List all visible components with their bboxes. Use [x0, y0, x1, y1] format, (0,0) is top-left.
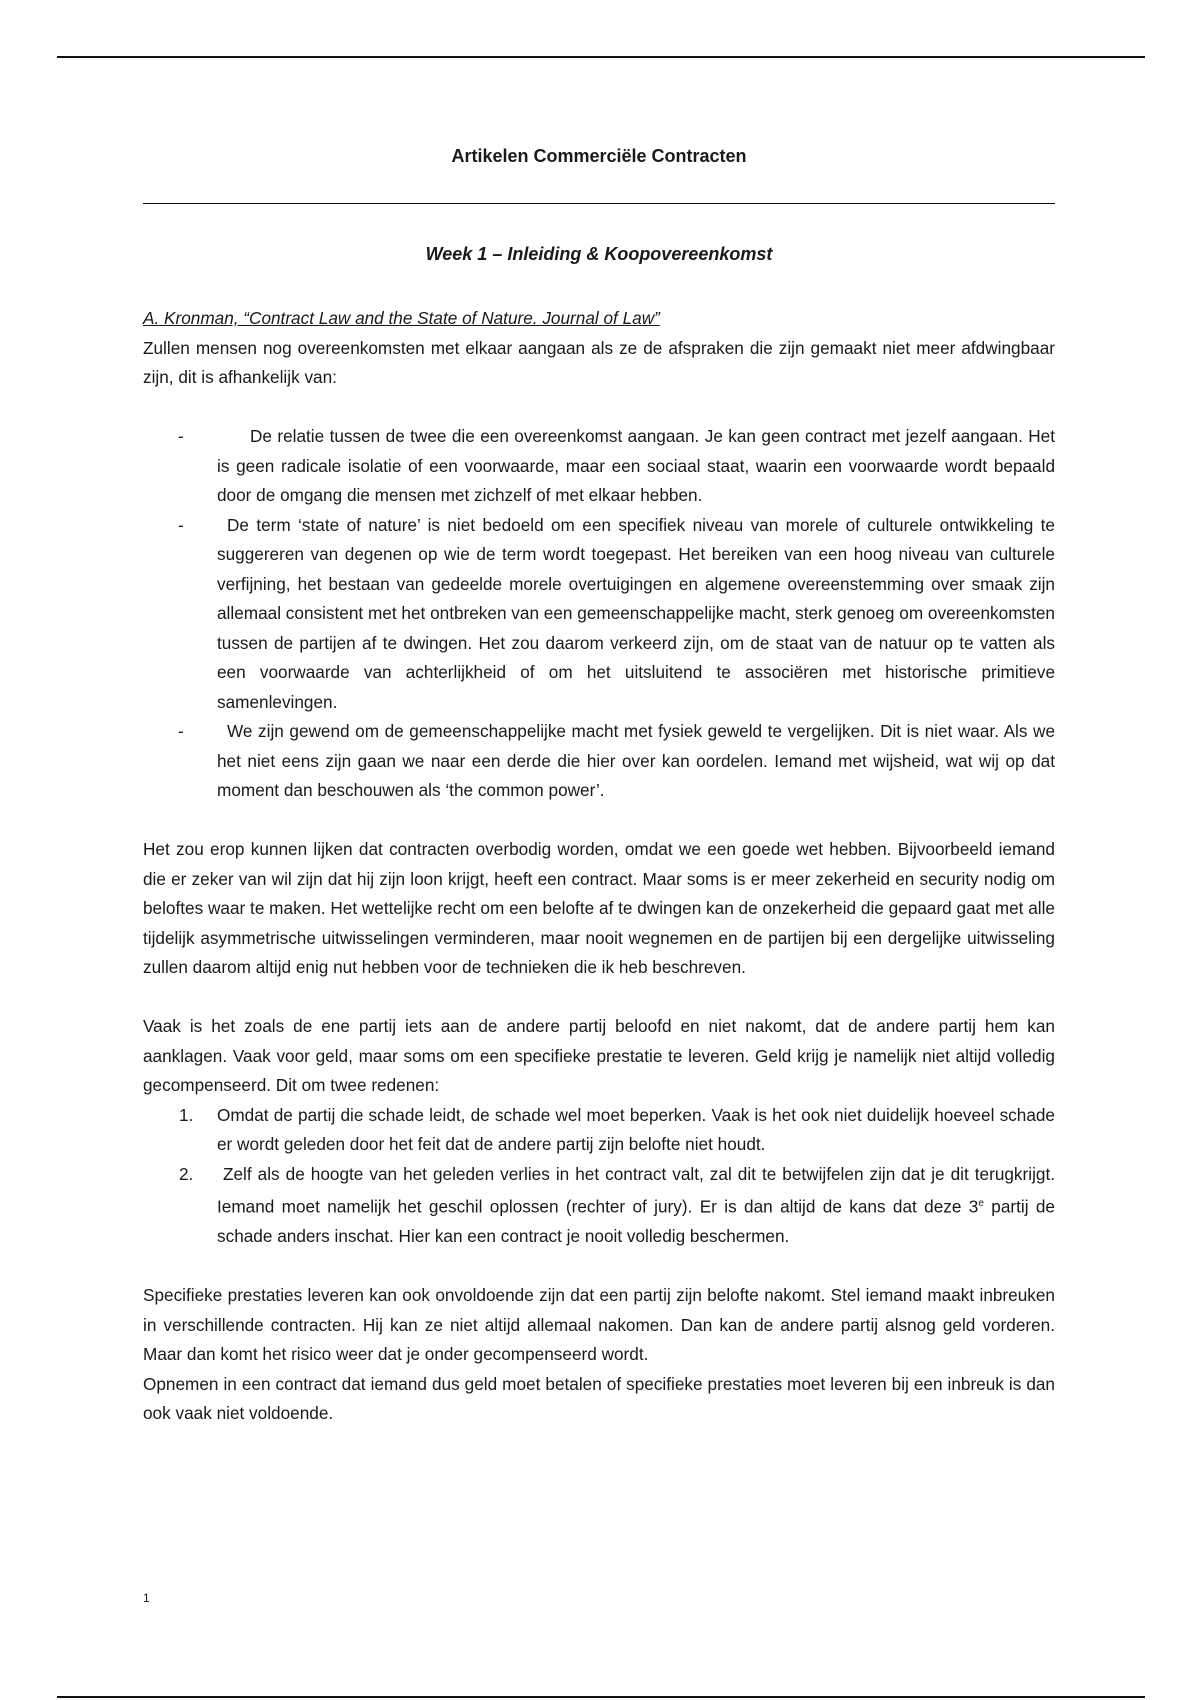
list-item [143, 1160, 1055, 1252]
ordinal-superscript: e [978, 1198, 984, 1209]
list-item [143, 1101, 1055, 1160]
spacer [143, 393, 1055, 423]
body-paragraph: Specifieke prestaties leveren kan ook onvoldoende zijn dat een partij zijn belofte nakomt. Stel iemand maakt inbreuken in verschillende contracten. Hij kan ze niet altijd allemaal nakomen. Dan kan de andere partij alsnog geld vorderen. Maar dan komt het risico weer dat je onder gecompenseerd wordt. [143, 1285, 1055, 1365]
numbered-list [143, 1101, 1055, 1252]
body-paragraph: Opnemen in een contract dat iemand dus geld moet betalen of specifieke prestaties moet leveren bij een inbreuk is dan ook vaak niet voldoende. [143, 1373, 1055, 1424]
spacer [143, 806, 1055, 836]
footer-rule [57, 1696, 1145, 1698]
list-item-text: Omdat de partij die schade leidt, de schade wel moet beperken. Vaak is het ook niet duidelijk hoeveel schade er wordt geleden door het feit dat de andere partij zijn belofte niet houdt. [217, 1104, 1055, 1154]
spacer [143, 1252, 1055, 1282]
list-item-text: Zelf als de hoogte van het geleden verlies in het contract valt, zal dit te betwijfelen zijn dat je dit terugkrijgt. Iemand moet namelijk het geschil oplossen (rechter of jury). Er is dan altijd de kans dat deze 3 [217, 1163, 1055, 1217]
title-divider [143, 203, 1055, 204]
dash-bullet: - [178, 721, 184, 741]
dash-bullet: - [178, 514, 184, 535]
list-item [143, 717, 1055, 806]
list-number: 1. [179, 1104, 194, 1125]
list-item-text: De relatie tussen de twee die een overeenkomst aangaan. Je kan geen contract met jezelf aangaan. Het is geen radicale isolatie of een voorwaarde, maar een sociaal staat, waarin een voorwaarde wordt bepaald door de omgang die mensen met zichzelf of met elkaar hebben. [217, 426, 1055, 505]
header-rule [57, 56, 1145, 58]
list-item-text: We zijn gewend om de gemeenschappelijke macht met fysiek geweld te vergelijken. Dit is niet waar. Als we het niet eens zijn gaan we naar een derde die hier over kan oordelen. Iemand met wijsheid, wat wij op dat moment dan beschouwen als ‘the common power’. [217, 721, 1055, 800]
spacer [143, 983, 1055, 1013]
document-title: Artikelen Commerciële Contracten [451, 146, 747, 166]
list-number: 2. [179, 1163, 194, 1184]
page-number: 1 [143, 1591, 150, 1605]
intro-paragraph: Zullen mensen nog overeenkomsten met elkaar aangaan als ze de afspraken die zijn gemaakt niet meer afdwingbaar zijn, dit is afhankelijk van: [143, 337, 1055, 387]
week-heading: Week 1 – Inleiding & Koopovereenkomst [425, 244, 773, 264]
dash-list [143, 422, 1055, 806]
list-item-text: De term ‘state of nature’ is niet bedoeld om een specifiek niveau van morele of culturele ontwikkeling te suggereren van degenen op wie de term wordt toegepast. Het bereiken van een hoog niveau van culturele verfijning, het bestaan van gedeelde morele overtuigingen en algemene overeenstemming over smaak zijn allemaal consistent met het ontbreken van een gemeenschappelijke macht, sterk genoeg om overeenkomsten tussen de partijen af te dwingen. Het zou daarom verkeerd zijn, om de staat van de natuur op te vatten als een voorwaarde van achterlijkheid of om het uitsluitend te associëren met historische primitieve samenlevingen. [217, 514, 1055, 712]
document-body [143, 304, 1055, 1429]
list-item [143, 511, 1055, 718]
dash-bullet: - [178, 426, 184, 446]
source-citation: A. Kronman, “Contract Law and the State of Nature. Journal of Law” [143, 308, 660, 328]
body-paragraph: Het zou erop kunnen lijken dat contracten overbodig worden, omdat we een goede wet hebben. Bijvoorbeeld iemand die er zeker van wil zijn dat hij zijn loon krijgt, heeft een contract. Maar soms is er meer zekerheid en security nodig om beloftes waar te maken. Het wettelijke recht om een belofte af te dwingen kan de onzekerheid die gepaard gaat met alle tijdelijk asymmetrische uitwisselingen verminderen, maar nooit wegnemen en de partijen bij een dergelijke uitwisseling zullen daarom altijd enig nut hebben voor de technieken die ik heb beschreven. [143, 839, 1055, 977]
list-item [143, 422, 1055, 511]
list-item-text: partij de schade anders inschat. Hier kan een contract je nooit volledig beschermen. [217, 1196, 1055, 1247]
body-paragraph: Vaak is het zoals de ene partij iets aan de andere partij beloofd en niet nakomt, dat de andere partij hem kan aanklagen. Vaak voor geld, maar soms om een specifieke prestatie te leveren. Geld krijg je namelijk niet altijd volledig gecompenseerd. Dit om twee redenen: [143, 1016, 1055, 1095]
